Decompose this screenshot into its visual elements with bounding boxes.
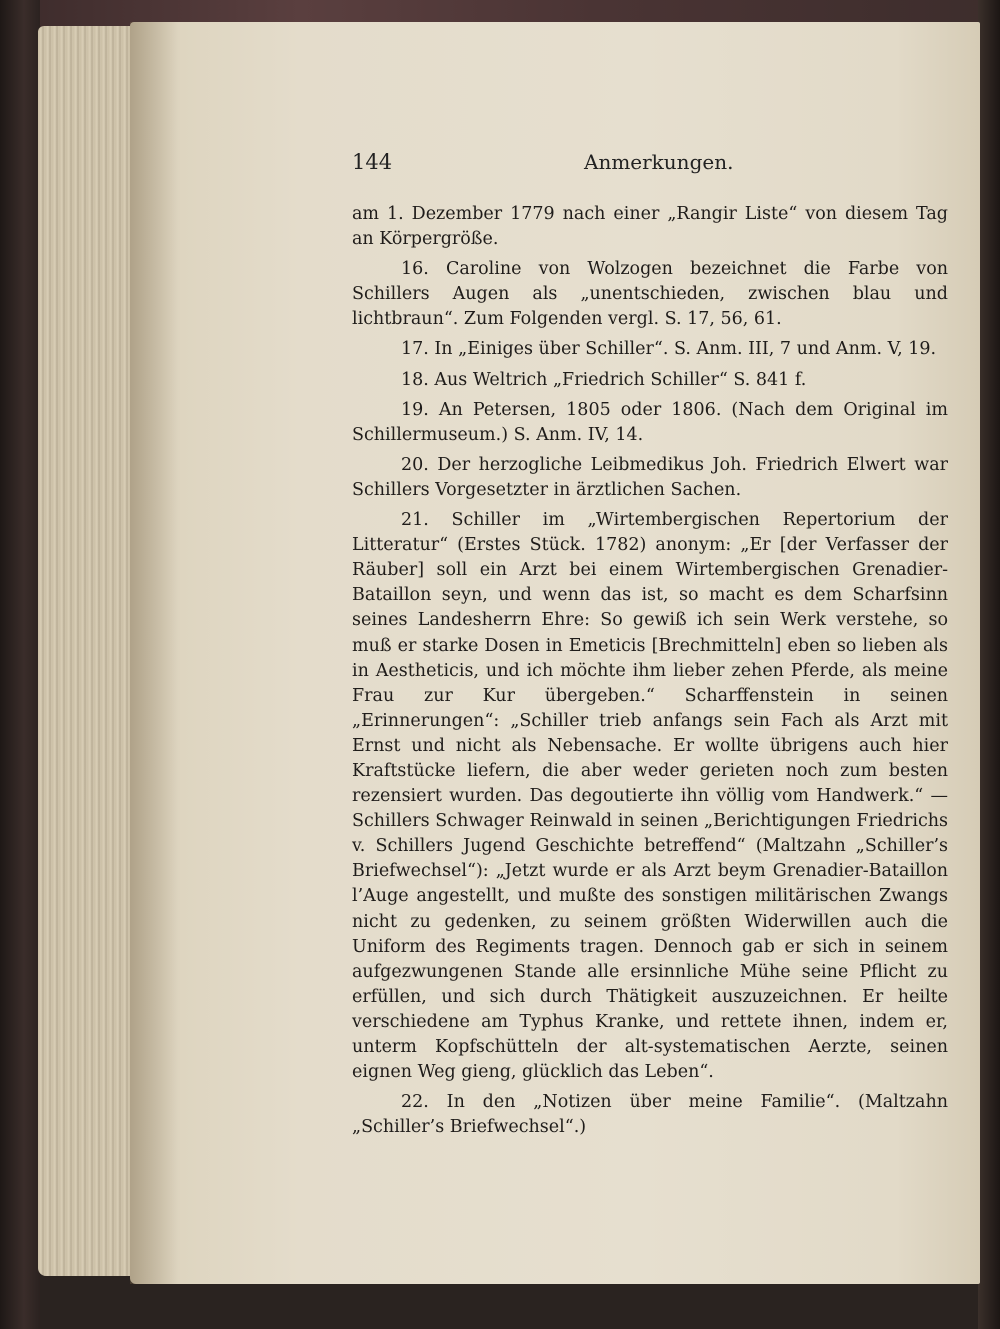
note-17: 17. In „Einiges über Schiller“. S. Anm. III, 7 und Anm. V, 19. bbox=[401, 339, 937, 360]
running-head bbox=[352, 150, 948, 180]
note-22: 22. In den „Notizen über meine Familie“. (Maltzahn „Schiller’s Briefwechsel“.) bbox=[352, 1092, 948, 1138]
note-20: 20. Der herzogliche Leibmedikus Joh. Friedrich Elwert war Schillers Vorgesetzter in ärztlichen Sachen. bbox=[352, 454, 948, 500]
section-title: Anmerkungen. bbox=[584, 150, 734, 174]
book-spine-edge bbox=[0, 0, 40, 1329]
book-cover-right-edge bbox=[978, 0, 1000, 1329]
note-16: 16. Caroline von Wolzogen bezeichnet die Farbe von Schillers Augen als „unentschieden, zwischen blau und lichtbraun“. Zum Folgenden vergl. S. 17, 56, 61. bbox=[352, 259, 948, 330]
note-21: 21. Schiller im „Wirtembergischen Repertorium der Litteratur“ (Erstes Stück. 1782) anonym: „Er [der Verfasser der Räuber] soll ein Arzt bei einem Wirtembergischen Grenadier-Bataillon seyn, und wenn das ist, so macht es dem Scharfsinn seines Landesherrn Ehre: So gewiß ich sein Werk verstehe, so muß er starke Dosen in Emeticis [Brechmitteln] eben so lieben als in Aestheticis, und ich möchte ihm lieber zehen Pferde, als meine Frau zur Kur übergeben.“ Scharffenstein in seinen „Erinnerungen“: „Schiller trieb anfangs sein Fach als Arzt mit Ernst und nicht als Nebensache. Er wollte übrigens auch hier Kraftstücke liefern, die aber weder gerieten noch zum besten rezensiert wurden. Das degoutierte ihn völlig vom Handwerk.“ — Schillers Schwager Reinwald in seinen „Berichtigungen Friedrichs v. Schillers Jugend Geschichte betreffend“ (Maltzahn „Schiller’s Briefwechsel“): „Jetzt wurde er als Arzt beym Grenadier-Bataillon l’Auge angestellt, und mußte des sonstigen militärischen Zwangs nicht zu gedenken, zu seinem größten Widerwillen auch die Uniform des Regiments tragen. Dennoch gab er sich in seinem aufgezwungenen Stande alle ersinnliche Mühe seine Pflicht zu erfüllen, und sich durch Thätigkeit auszuzeichnen. Er heilte verschiedene am Typhus Kranke, und rettete ihnen, indem er, unterm Kopfschütteln der alt-systematischen Aerzte, seinen eignen Weg gieng, glücklich das Leben“. bbox=[352, 510, 948, 1083]
note-paragraph-continued: am 1. Dezember 1779 nach einer „Rangir Liste“ von diesem Tag an Körpergröße. bbox=[352, 204, 948, 250]
notes-text-block bbox=[352, 202, 948, 1145]
note-19: 19. An Petersen, 1805 oder 1806. (Nach dem Original im Schillermuseum.) S. Anm. IV, 14. bbox=[352, 399, 948, 445]
page-number: 144 bbox=[352, 150, 393, 174]
note-18: 18. Aus Weltrich „Friedrich Schiller“ S. 841 f. bbox=[401, 369, 807, 390]
